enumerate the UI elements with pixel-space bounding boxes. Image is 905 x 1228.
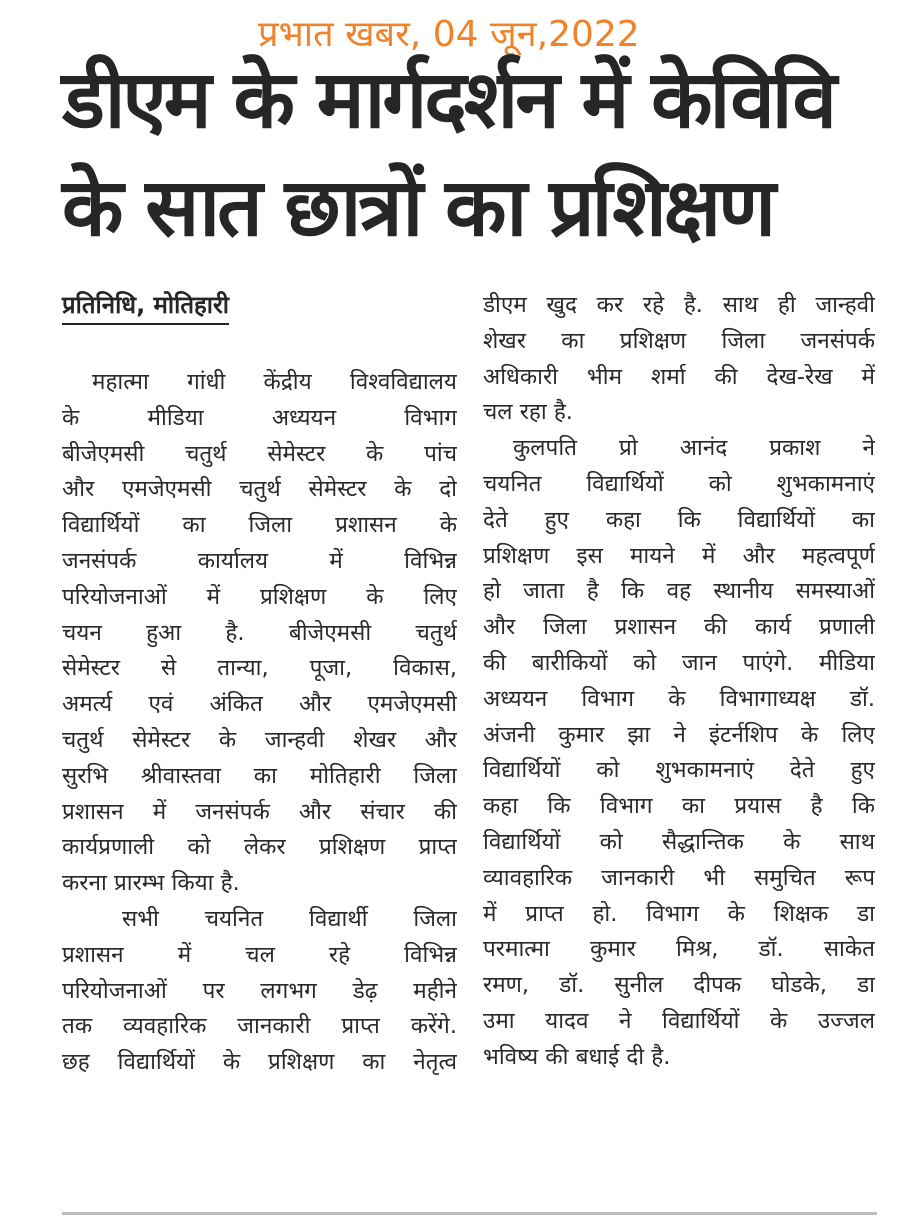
text-line: चयन हुआ है. बीजेएमसी चतुर्थ xyxy=(62,619,457,646)
text-line: कहा कि विभाग का प्रयास है कि xyxy=(483,793,875,820)
byline: प्रतिनिधि, मोतिहारी xyxy=(62,288,229,325)
text-line: के मीडिया अध्ययन विभाग xyxy=(62,404,457,431)
text-line: विद्यार्थियों को शुभकामनाएं देते हुए xyxy=(483,757,875,784)
text-line: रमण, डॉ. सुनील दीपक घोडके, डा xyxy=(483,972,875,999)
text-line: जनसंपर्क कार्यालय में विभिन्न xyxy=(62,547,457,574)
text-line: प्रशिक्षण इस मायने में और महत्वपूर्ण xyxy=(483,542,875,569)
text-line: चयनित विद्यार्थियों को शुभकामनाएं xyxy=(483,470,875,497)
text-line: भविष्य की बधाई दी है. xyxy=(483,1043,671,1070)
text-line: उमा यादव ने विद्यार्थियों के उज्जल xyxy=(483,1007,875,1034)
text-line: चल रहा है. xyxy=(483,399,573,426)
text-line: शेखर का प्रशिक्षण जिला जनसंपर्क xyxy=(483,327,875,354)
text-line: छह विद्यार्थियों के प्रशिक्षण का नेतृत्व xyxy=(62,1049,457,1076)
text-line: परमात्मा कुमार मिश्र, डॉ. साकेत xyxy=(483,936,875,963)
text-line: की बारीकियों को जान पाएंगे. मीडिया xyxy=(483,649,875,676)
text-line: डीएम खुद कर रहे है. साथ ही जान्हवी xyxy=(483,292,875,318)
text-line: करना प्रारम्भ किया है. xyxy=(62,870,240,897)
text-line: देते हुए कहा कि विद्यार्थियों का xyxy=(483,506,875,533)
article-column-left xyxy=(62,365,457,1081)
text-line: बीजेएमसी चतुर्थ सेमेस्टर के पांच xyxy=(62,440,457,467)
text-line: परियोजनाओं में प्रशिक्षण के लिए xyxy=(62,583,457,610)
text-line: हो जाता है कि वह स्थानीय समस्याओं xyxy=(483,578,875,605)
text-line: सभी चयनित विद्यार्थी जिला xyxy=(122,905,457,932)
text-line: चतुर्थ सेमेस्टर के जान्हवी शेखर और xyxy=(62,726,457,753)
text-line: अमर्त्य एवं अंकित और एमजेएमसी xyxy=(62,691,457,718)
text-line: विद्यार्थियों का जिला प्रशासन के xyxy=(62,512,457,539)
text-line: में प्राप्त हो. विभाग के शिक्षक डा xyxy=(483,900,875,927)
text-line: कार्यप्रणाली को लेकर प्रशिक्षण प्राप्त xyxy=(62,834,457,861)
text-line: और जिला प्रशासन की कार्य प्रणाली xyxy=(483,614,875,641)
bottom-divider xyxy=(62,1212,877,1215)
text-line: तक व्यवहारिक जानकारी प्राप्त करेंगे. xyxy=(62,1013,457,1040)
newspaper-source-date: प्रभात खबर, 04 जून,2022 xyxy=(258,14,640,55)
text-line: सुरभि श्रीवास्तवा का मोतिहारी जिला xyxy=(62,762,457,789)
text-line: अध्ययन विभाग के विभागाध्यक्ष डॉ. xyxy=(483,685,875,712)
text-line: कुलपति प्रो आनंद प्रकाश ने xyxy=(513,435,875,462)
text-line: अंजनी कुमार झा ने इंटर्नशिप के लिए xyxy=(483,721,875,748)
text-line: सेमेस्टर से तान्या, पूजा, विकास, xyxy=(62,655,457,682)
text-line: प्रशासन में चल रहे विभिन्न xyxy=(62,941,457,968)
text-line: अधिकारी भीम शर्मा की देख-रेख में xyxy=(483,363,875,390)
text-line: व्यावहारिक जानकारी भी समुचित रूप xyxy=(483,864,875,891)
text-line: और एमजेएमसी चतुर्थ सेमेस्टर के दो xyxy=(62,476,457,503)
article-column-right xyxy=(483,288,875,1076)
headline-line-2: के सात छात्रों का प्रशिक्षण xyxy=(62,161,773,254)
text-line: परियोजनाओं पर लगभग डेढ़ महीने xyxy=(62,977,457,1004)
text-line: प्रशासन में जनसंपर्क और संचार की xyxy=(62,798,457,825)
text-line: विद्यार्थियों को सैद्धान्तिक के साथ xyxy=(483,828,875,855)
headline-line-1: डीएम के मार्गदर्शन में केविवि xyxy=(62,53,835,146)
text-line: महात्मा गांधी केंद्रीय विश्वविद्यालय xyxy=(92,369,457,395)
